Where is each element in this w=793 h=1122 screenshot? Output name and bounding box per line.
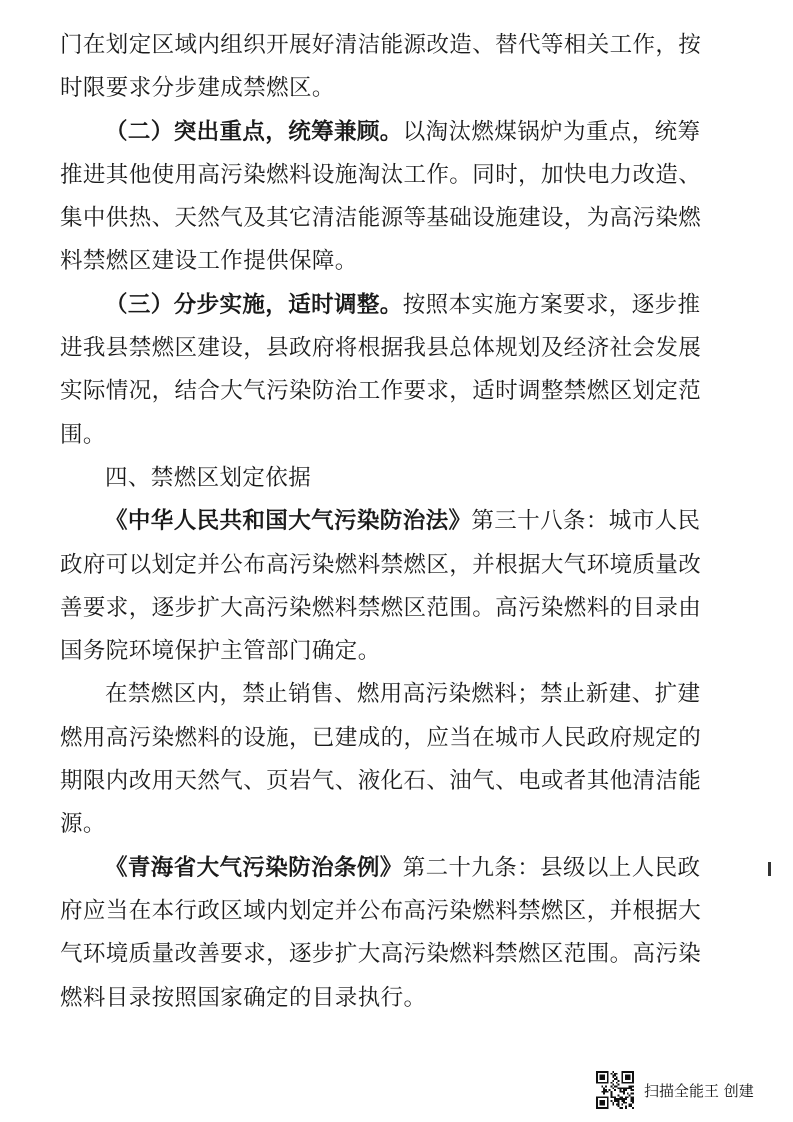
paragraph-line [60, 673, 736, 716]
line-text: 围。 [60, 421, 106, 448]
paragraph-line [60, 587, 736, 630]
paragraph-line [60, 630, 736, 673]
line-text: 府应当在本行政区域内划定并公布高污染燃料禁燃区，并根据大 [60, 897, 702, 924]
line-text: 国务院环境保护主管部门确定。 [60, 638, 381, 665]
line-text: 气环境质量改善要求，逐步扩大高污染燃料禁燃区范围。高污染 [60, 941, 702, 968]
paragraph-line [60, 847, 736, 890]
line-text: 时限要求分步建成禁燃区。 [60, 75, 335, 102]
paragraph-line [60, 500, 736, 543]
line-text: 源。 [60, 811, 106, 838]
line-text: 燃用高污染燃料的设施，已建成的，应当在城市人民政府规定的 [60, 724, 702, 751]
paragraph-line [60, 154, 736, 197]
paragraph-line [60, 717, 736, 760]
line-text: 集中供热、天然气及其它清洁能源等基础设施建设，为高污染燃 [60, 205, 702, 232]
line-text: 在禁燃区内，禁止销售、燃用高污染燃料；禁止新建、扩建 [105, 681, 701, 708]
line-text: 推进其他使用高污染燃料设施淘汰工作。同时，加快电力改造、 [60, 161, 702, 188]
paragraph-line [60, 803, 736, 846]
paragraph-line [60, 977, 736, 1020]
line-text: 期限内改用天然气、页岩气、液化石、油气、电或者其他清洁能 [60, 768, 702, 795]
line-text: 门在划定区域内组织开展好清洁能源改造、替代等相关工作，按 [60, 32, 702, 58]
watermark-label: 扫描全能王 创建 [644, 1081, 754, 1100]
paragraph-line [60, 67, 736, 110]
line-text: 以淘汰燃煤锅炉为重点，统筹 [402, 118, 701, 145]
line-text: 第三十八条：城市人民 [471, 508, 701, 535]
paragraph-line [60, 327, 736, 370]
paragraph-line [60, 111, 736, 154]
line-text: 第二十九条：县级以上人民政 [402, 854, 701, 881]
line-text: 实际情况，结合大气污染防治工作要求，适时调整禁燃区划定范 [60, 378, 702, 405]
bold-lead-in: （三）分步实施，适时调整。 [105, 291, 403, 318]
paragraph-line [60, 760, 736, 803]
line-text: 按照本实施方案要求，逐步推 [402, 291, 701, 318]
document-body [60, 24, 736, 1020]
line-text: 料禁燃区建设工作提供保障。 [60, 248, 358, 275]
line-text: 燃料目录按照国家确定的目录执行。 [60, 984, 427, 1011]
paragraph-line [60, 284, 736, 327]
paragraph-line [60, 197, 736, 240]
qr-code-icon [596, 1071, 634, 1109]
paragraph-line [60, 414, 736, 457]
section-heading: 四、禁燃区划定依据 [105, 464, 312, 491]
line-text: 善要求，逐步扩大高污染燃料禁燃区范围。高污染燃料的目录由 [60, 594, 702, 621]
line-text: 政府可以划定并公布高污染燃料禁燃区，并根据大气环境质量改 [60, 551, 702, 578]
bold-lead-in: 《青海省大气污染防治条例》 [105, 854, 403, 881]
scan-edge-mark [768, 862, 771, 876]
scanner-watermark [596, 1068, 754, 1112]
paragraph-line [60, 240, 736, 283]
paragraph-line [60, 933, 736, 976]
paragraph-line [60, 370, 736, 413]
paragraph-line [60, 544, 736, 587]
bold-lead-in: 《中华人民共和国大气污染防治法》 [105, 508, 472, 535]
line-text: 进我县禁燃区建设，县政府将根据我县总体规划及经济社会发展 [60, 335, 702, 362]
bold-lead-in: （二）突出重点，统筹兼顾。 [105, 118, 403, 145]
paragraph-line [60, 890, 736, 933]
paragraph-line [60, 24, 736, 67]
